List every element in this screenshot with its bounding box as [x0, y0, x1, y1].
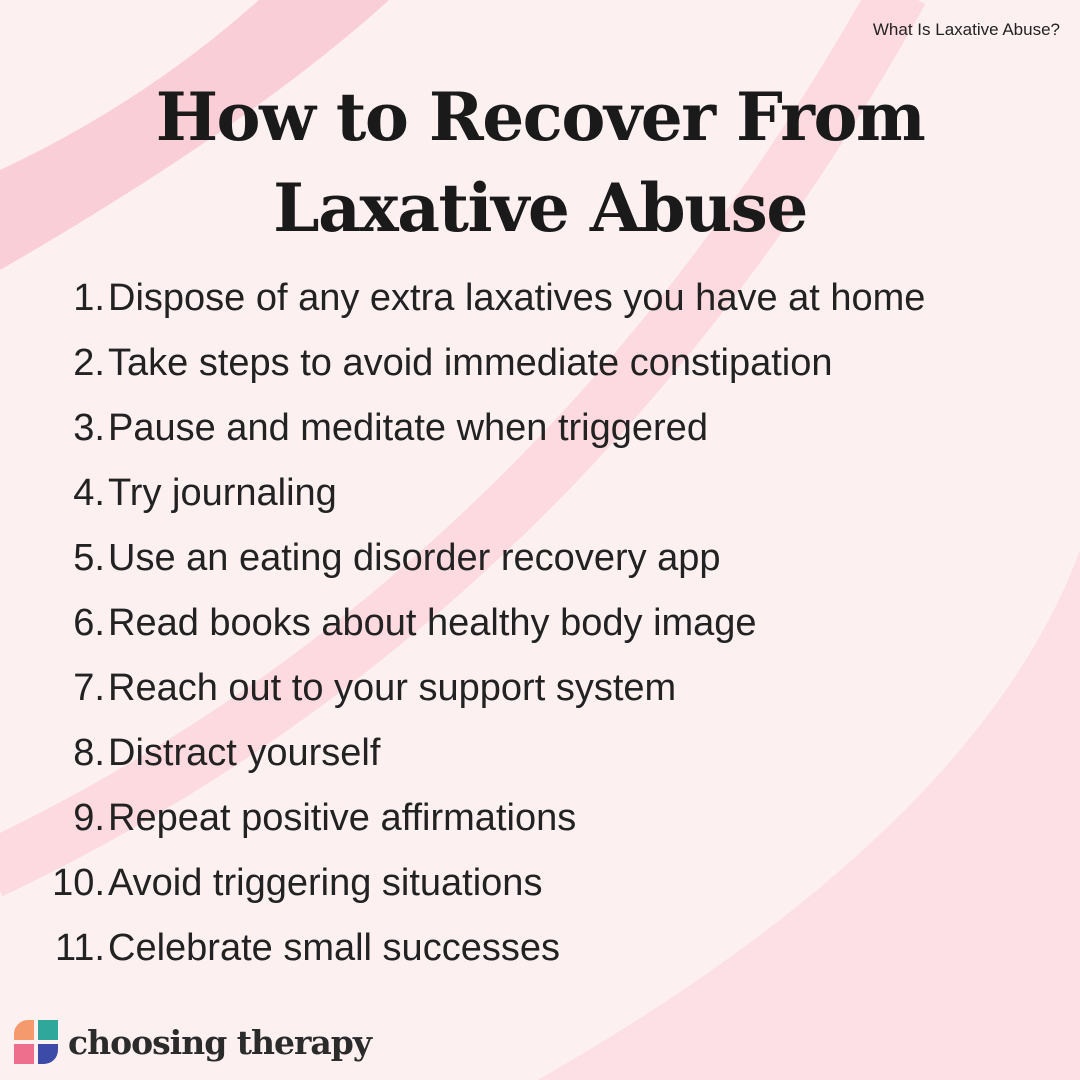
list-item-text: Celebrate small successes [108, 927, 560, 969]
list-item-text: Take steps to avoid immediate constipation [108, 342, 833, 384]
brand-name: choosing therapy [68, 1022, 372, 1062]
list-item-text: Repeat positive affirmations [108, 797, 577, 839]
list-item-text: Read books about healthy body image [108, 602, 757, 644]
list-item-number: 10. [52, 862, 105, 904]
page-title-line-2: Laxative Abuse [273, 169, 807, 247]
list-item [0, 721, 925, 786]
list-item-number: 11. [54, 927, 105, 969]
list-item-number: 9. [73, 797, 105, 839]
list-item [0, 916, 925, 981]
list-item-text: Avoid triggering situations [108, 862, 543, 904]
list-item-text: Try journaling [108, 472, 337, 514]
list-item [0, 656, 925, 721]
list-item [0, 396, 925, 461]
page-title [0, 72, 1080, 254]
page-title-line-1: How to Recover From [155, 78, 925, 156]
recovery-steps-list [0, 266, 925, 981]
list-item-number: 1. [73, 277, 105, 319]
list-item-text: Distract yourself [108, 732, 381, 774]
list-item-number: 5. [73, 537, 105, 579]
list-item [0, 331, 925, 396]
list-item [0, 786, 925, 851]
list-item-number: 8. [73, 732, 105, 774]
brand-logo [12, 1018, 371, 1066]
list-item [0, 266, 925, 331]
list-item-text: Reach out to your support system [108, 667, 677, 709]
list-item [0, 591, 925, 656]
four-petal-logo-icon [12, 1018, 60, 1066]
list-item-number: 6. [73, 602, 105, 644]
list-item-number: 4. [73, 472, 105, 514]
list-item [0, 526, 925, 591]
list-item [0, 461, 925, 526]
list-item-number: 3. [73, 407, 105, 449]
list-item-text: Use an eating disorder recovery app [108, 537, 721, 579]
list-item-number: 7. [73, 667, 105, 709]
list-item-text: Pause and meditate when triggered [108, 407, 708, 449]
list-item-text: Dispose of any extra laxatives you have at home [108, 277, 926, 319]
list-item-number: 2. [73, 342, 105, 384]
list-item [0, 851, 925, 916]
page-kicker: What Is Laxative Abuse? [872, 20, 1060, 39]
